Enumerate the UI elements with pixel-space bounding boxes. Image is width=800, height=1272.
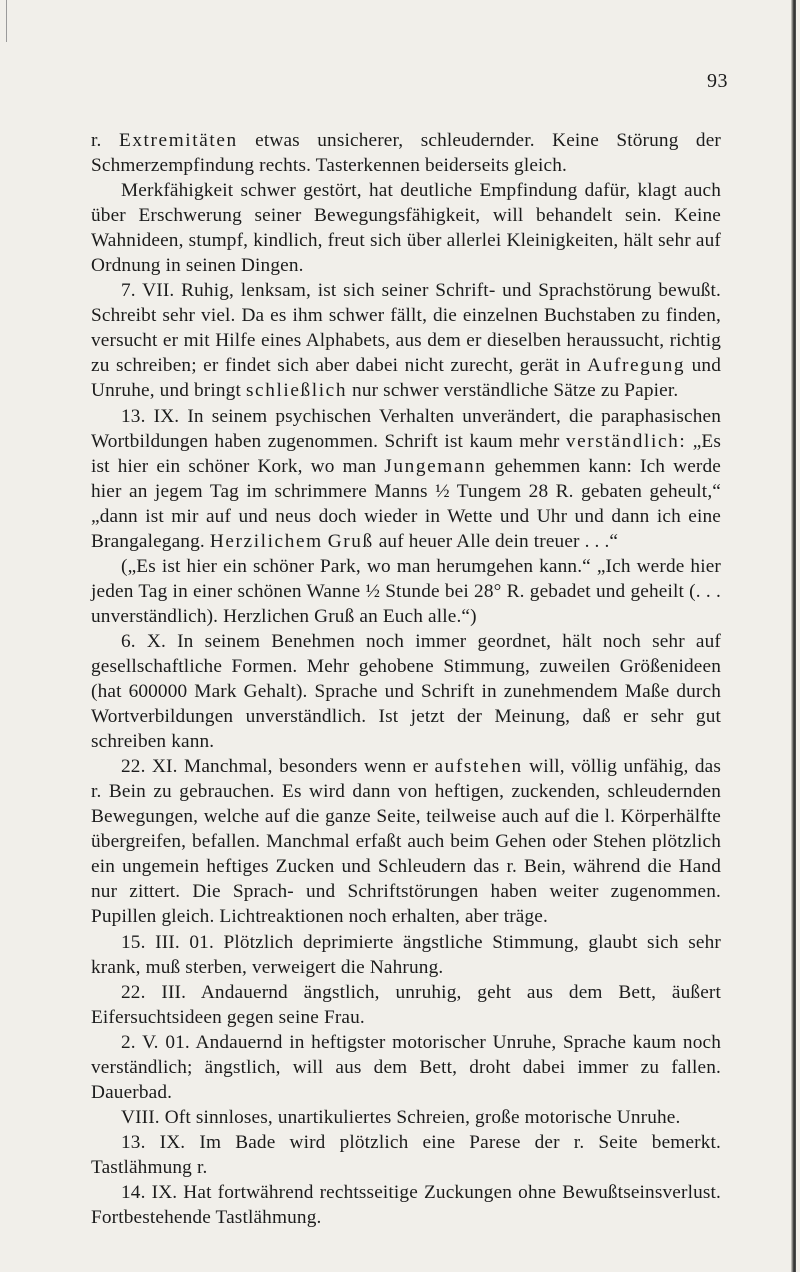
paragraph <box>91 629 721 754</box>
text-run: 14. IX. Hat fortwährend rechtsseitige Zuckungen ohne Bewußtseinsverlust. Fortbestehende Tastlähmung. <box>91 1181 721 1229</box>
spaced-text: Extremitäten <box>118 130 238 151</box>
text-run: 2. V. 01. Andauernd in heftigster motorischer Unruhe, Sprache kaum noch verständlich; ängstlich, will aus dem Bett, droht dabei immer zu fallen. Dauerbad. <box>91 1031 721 1103</box>
text-run: („Es ist hier ein schöner Park, wo man herumgehen kann.“ „Ich werde hier jeden Tag in einer schönen Wanne ½ Stunde bei 28° R. gebadet und geheilt (. . . unverständlich). Herzlichen Gruß an Euch alle.“) <box>91 555 721 627</box>
spaced-text: Jungemann <box>384 455 487 477</box>
paragraph <box>91 554 721 629</box>
text-run: 22. XI. Manchmal, besonders wenn er <box>121 756 435 778</box>
spaced-text: Aufregung <box>587 355 686 377</box>
text-run: VIII. Oft sinnloses, unartikuliertes Schreien, große motorische Unruhe. <box>121 1106 681 1128</box>
text-run: 6. X. In seinem Benehmen noch immer geordnet, hält noch sehr auf gesellschaftliche Formen. Mehr gehobene Stimmung, zuweilen Größenideen (hat 600000 Mark Gehalt). Sprache und Schrift in zunehmendem Maße durch Wortverbildungen unverständlich. Ist jetzt der Meinung, daß er sehr gut schreiben kann. <box>91 630 721 753</box>
paragraph <box>91 128 721 178</box>
text-run: und Unruhe, und bringt <box>91 355 722 402</box>
body-text <box>91 128 721 1230</box>
spaced-text: verständlich: <box>565 430 687 452</box>
page-number: 93 <box>707 70 728 92</box>
text-run: 7. VII. Ruhig, lenksam, ist sich seiner Schrift- und Sprachstörung bewußt. Schreibt sehr viel. Da es ihm schwer fällt, die einzelnen Buchstaben zu finden, versucht er mit Hilfe eines Alphabets, aus dem er dieselben heraussucht, richtig zu schreiben; er findet sich aber dabei nicht zurecht, gerät in <box>91 280 721 377</box>
text-run: etwas unsicherer, schleudernder. Keine Störung der Schmerzempfindung rechts. Tasterkennen beiderseits gleich. <box>91 130 722 177</box>
text-run: r. <box>91 130 119 151</box>
page-binding-edge <box>791 0 796 1272</box>
text-run: nur schwer verständliche Sätze zu Papier. <box>347 380 679 402</box>
paragraph <box>91 1130 721 1180</box>
paragraph <box>91 1030 721 1105</box>
text-run: 22. III. Andauernd ängstlich, unruhig, geht aus dem Bett, äußert Eifersuchtsideen gegen seine Frau. <box>91 981 721 1028</box>
spaced-text: schließlich <box>245 380 348 402</box>
paragraph <box>91 1180 721 1230</box>
text-run: 15. III. 01. Plötzlich deprimierte ängstliche Stimmung, glaubt sich sehr krank, muß sterben, verweigert die Nahrung. <box>91 931 721 978</box>
spaced-text: Gruß <box>327 530 374 552</box>
paragraph <box>91 930 721 980</box>
text-run: auf heuer Alle dein treuer . . .“ <box>373 530 619 552</box>
text-run: will, völlig unfähig, das r. Bein zu gebrauchen. Es wird dann von heftigen, zuckenden, schleudernden Bewegungen, welche auf die ganze Seite, teilweise auch auf die l. Körperhälfte übergreifen, befallen. Manchmal erfaßt auch beim Gehen oder Stehen plötzlich ein ungemein heftiges Zucken und Schleudern das r. Bein, während die Hand nur zittert. Die Sprach- und Schriftstörungen haben weiter zugenommen. Pupillen gleich. Lichtreaktionen noch erhalten, aber träge. <box>91 756 721 928</box>
text-run: 13. IX. In seinem psychischen Verhalten unverändert, die paraphasischen Wortbildungen haben zugenommen. Schrift ist kaum mehr <box>91 405 721 452</box>
spaced-text: aufstehen <box>434 756 523 778</box>
paragraph <box>91 980 721 1030</box>
page-edge-line <box>6 0 7 42</box>
paragraph <box>91 404 721 554</box>
text-run: „Es ist hier ein schöner Kork, wo man <box>91 430 721 477</box>
paragraph <box>91 1105 721 1130</box>
text-run: 13. IX. Im Bade wird plötzlich eine Parese der r. Seite bemerkt. Tastlähmung r. <box>91 1131 721 1178</box>
paragraph <box>91 754 721 929</box>
paragraph <box>91 178 721 278</box>
text-run: Merkfähigkeit schwer gestört, hat deutliche Empfindung dafür, klagt auch über Erschwerung seiner Bewegungsfähigkeit, will behandelt sein. Keine Wahnideen, stumpf, kindlich, freut sich über allerlei Kleinigkeiten, hält sehr auf Ordnung in seinen Dingen. <box>91 180 721 277</box>
spaced-text: Herzilichem <box>209 530 323 552</box>
text-run: gehemmen kann: Ich werde hier an jegem Tag im schrimmere Manns ½ Tungem 28 R. gebaten geheult,“ „dann ist mir auf und neus doch wieder in Wette und Uhr und dann ich eine Brangalegang. <box>91 455 721 552</box>
paragraph <box>91 278 721 403</box>
